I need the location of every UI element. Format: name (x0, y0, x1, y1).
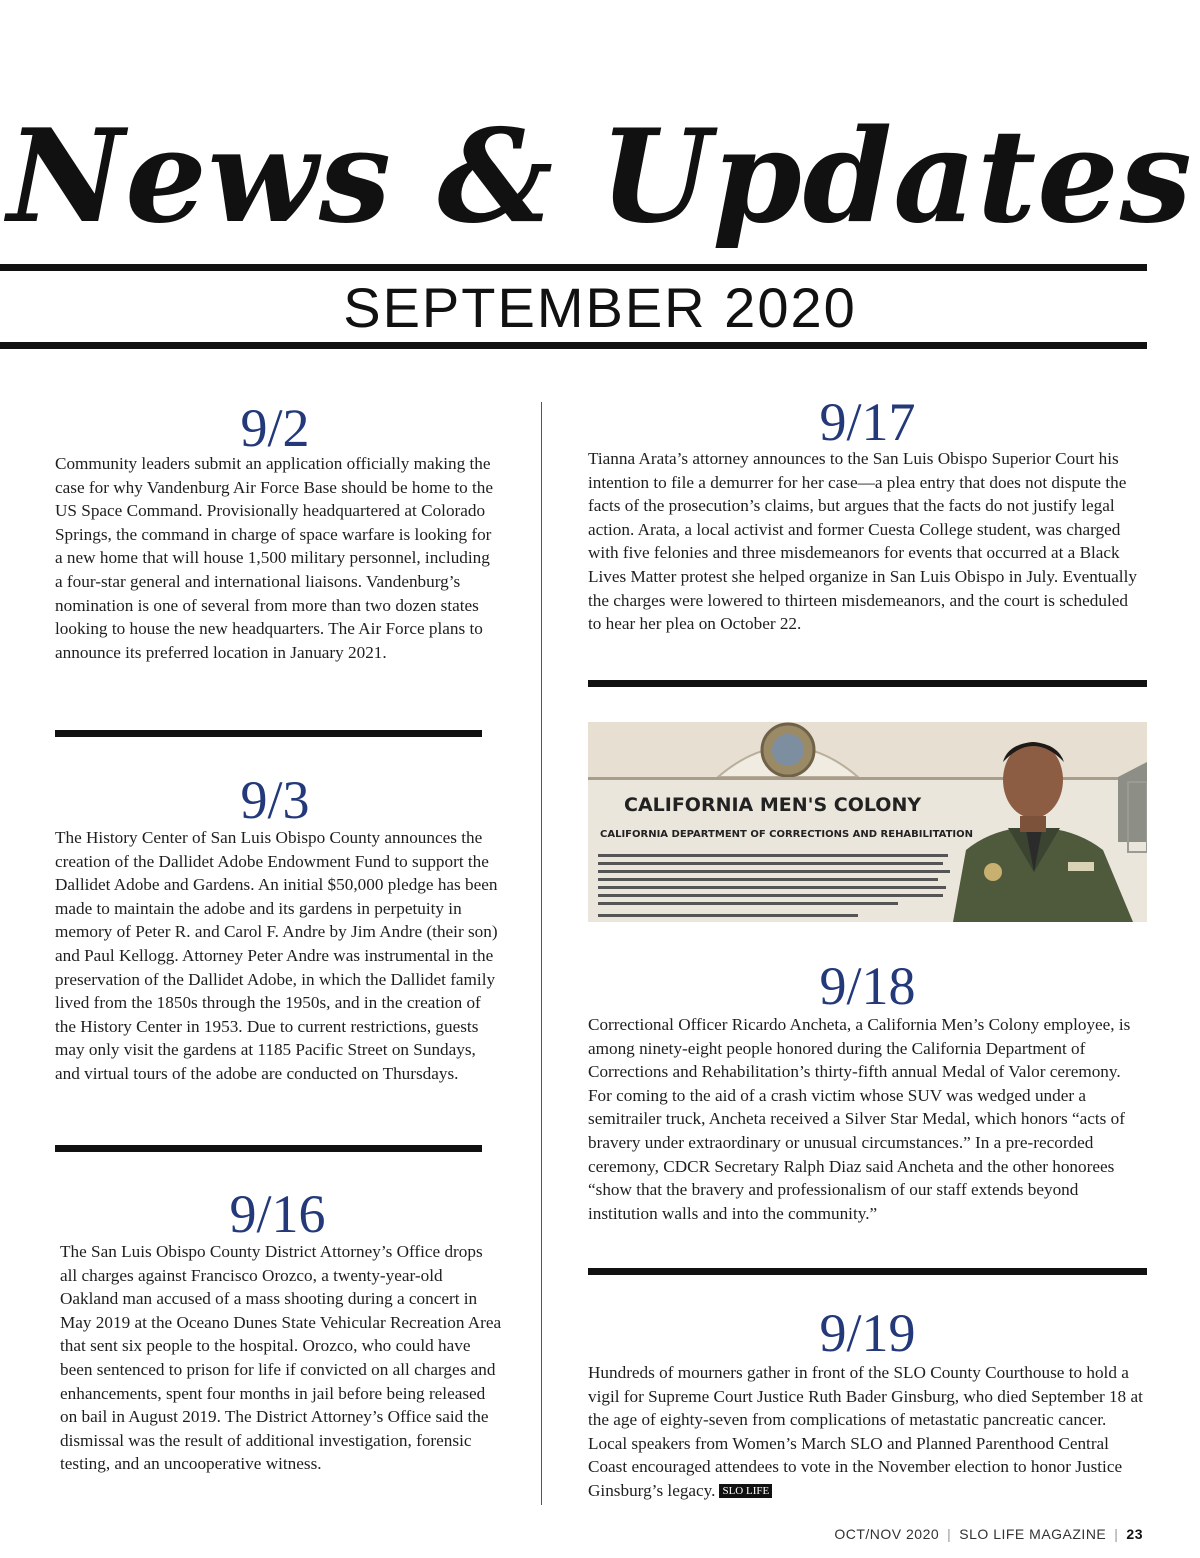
page-number: 23 (1126, 1526, 1143, 1542)
officer-photo-illustration (588, 722, 1147, 922)
entry-date-9-17: 9/17 (819, 392, 916, 452)
sign-title: CALIFORNIA MEN'S COLONY (624, 794, 922, 816)
entry-date-9-16: 9/16 (229, 1184, 326, 1244)
entry-text-9-18: Correctional Officer Ricardo Ancheta, a California Men’s Colony employee, is among ninety-eight people honored during the California Department of Corrections and Rehabilitation’s thirty-fifth annual Medal of Valor ceremony. For coming to the aid of a crash victim whose SUV was wedged under a semitrailer truck, Ancheta received a Silver Star Medal, which honors “acts of bravery under extraordinary or unusual circumstances.” In a pre-recorded ceremony, CDCR Secretary Ralph Diaz said Ancheta and the other honorees “show that the bravery and professionalism of our staff extends beyond institution walls and into the community.” (588, 1015, 1131, 1223)
entry-text-9-2: Community leaders submit an application officially making the case for why Vandenburg Air Force Base should be home to the US Space Command. Provisionally headquartered at Colorado Springs, the command in charge of space warfare is looking for a new home that will house 1,500 military personnel, including a four-star general and international liaisons. Vandenburg’s nomination is one of several from more than two dozen states looking to house the new headquarters. The Air Force plans to announce its preferred location in January 2021. (55, 454, 494, 662)
issue-month: SEPTEMBER 2020 (343, 276, 857, 339)
footer-magazine: SLO LIFE MAGAZINE (959, 1526, 1107, 1542)
entry-date-9-3: 9/3 (240, 770, 310, 830)
entry-separator (588, 1268, 1147, 1275)
entry-text-9-16: The San Luis Obispo County District Attorney’s Office drops all charges against Francisco Orozco, a twenty-year-old Oakland man accused of a mass shooting during a concert in May 2019 at the Oceano Dunes State Vehicular Recreation Area that sent six people to the hospital. Orozco, who could have been sentenced to prison for life if convicted on all charges and enhancements, spent four months in jail before being released on bail in August 2019. The District Attorney’s Office said the dismissal was the result of additional investigation, forensic testing, and an uncooperative witness. (60, 1242, 502, 1474)
officer-photo (588, 722, 1147, 922)
entry-separator (55, 1145, 482, 1152)
entry-text-9-19-body: Hundreds of mourners gather in front of the SLO County Courthouse to hold a vigil for Supreme Court Justice Ruth Bader Ginsburg, who died September 18 at the age of eighty-seven from complications of metastatic pancreatic cancer. Local speakers from Women’s March SLO and Planned Parenthood Central Coast encouraged attendees to vote in the November election to honor Justice Ginsburg’s legacy. (588, 1363, 1143, 1500)
footer-separator: | (1114, 1526, 1119, 1542)
page-footer (834, 1526, 1143, 1542)
column-divider (541, 402, 542, 1505)
page-title: News & Updates (7, 102, 1193, 252)
entry-date-9-18: 9/18 (819, 956, 916, 1016)
entry-date-9-19: 9/19 (819, 1303, 916, 1363)
header-top-rule (0, 264, 1147, 271)
entry-date-9-2: 9/2 (240, 398, 310, 458)
footer-separator: | (947, 1526, 952, 1542)
end-of-story-tag: SLO LIFE (719, 1484, 772, 1498)
entry-text-9-3: The History Center of San Luis Obispo County announces the creation of the Dallidet Adobe Endowment Fund to support the Dallidet Adobe and Gardens. An initial $50,000 pledge has been made to maintain the adobe and its gardens in perpetuity in memory of Peter R. and Carol F. Andre by Jim Andre (their son) and Paul Kellogg. Attorney Peter Andre was instrumental in the preservation of the Dallidet Adobe, in which the Dallidet family lived from the 1850s through the 1950s, and in the creation of the History Center in 1953. Due to current restrictions, guests may only visit the gardens at 1185 Pacific Street on Sundays, and virtual tours of the adobe are conducted on Thursdays. (55, 828, 498, 1083)
entry-text-9-17: Tianna Arata’s attorney announces to the San Luis Obispo Superior Court his intention to file a demurrer for her case—a plea entry that does not dispute the facts of the prosecution’s claims, but argues that the facts do not justify legal action. Arata, a local activist and former Cuesta College student, was charged with five felonies and three misdemeanors for events that occurred at a Black Lives Matter protest she helped organize in San Luis Obispo in July. Eventually the charges were lowered to thirteen misdemeanors, and the court is scheduled to hear her plea on October 22. (588, 449, 1137, 634)
entry-separator (55, 730, 482, 737)
entry-separator (588, 680, 1147, 687)
sign-subtitle: CALIFORNIA DEPARTMENT OF CORRECTIONS AND REHABILITATION (600, 829, 974, 840)
entry-text-9-19 (588, 1361, 1144, 1503)
header-bottom-rule (0, 342, 1147, 349)
footer-issue: OCT/NOV 2020 (834, 1526, 940, 1542)
